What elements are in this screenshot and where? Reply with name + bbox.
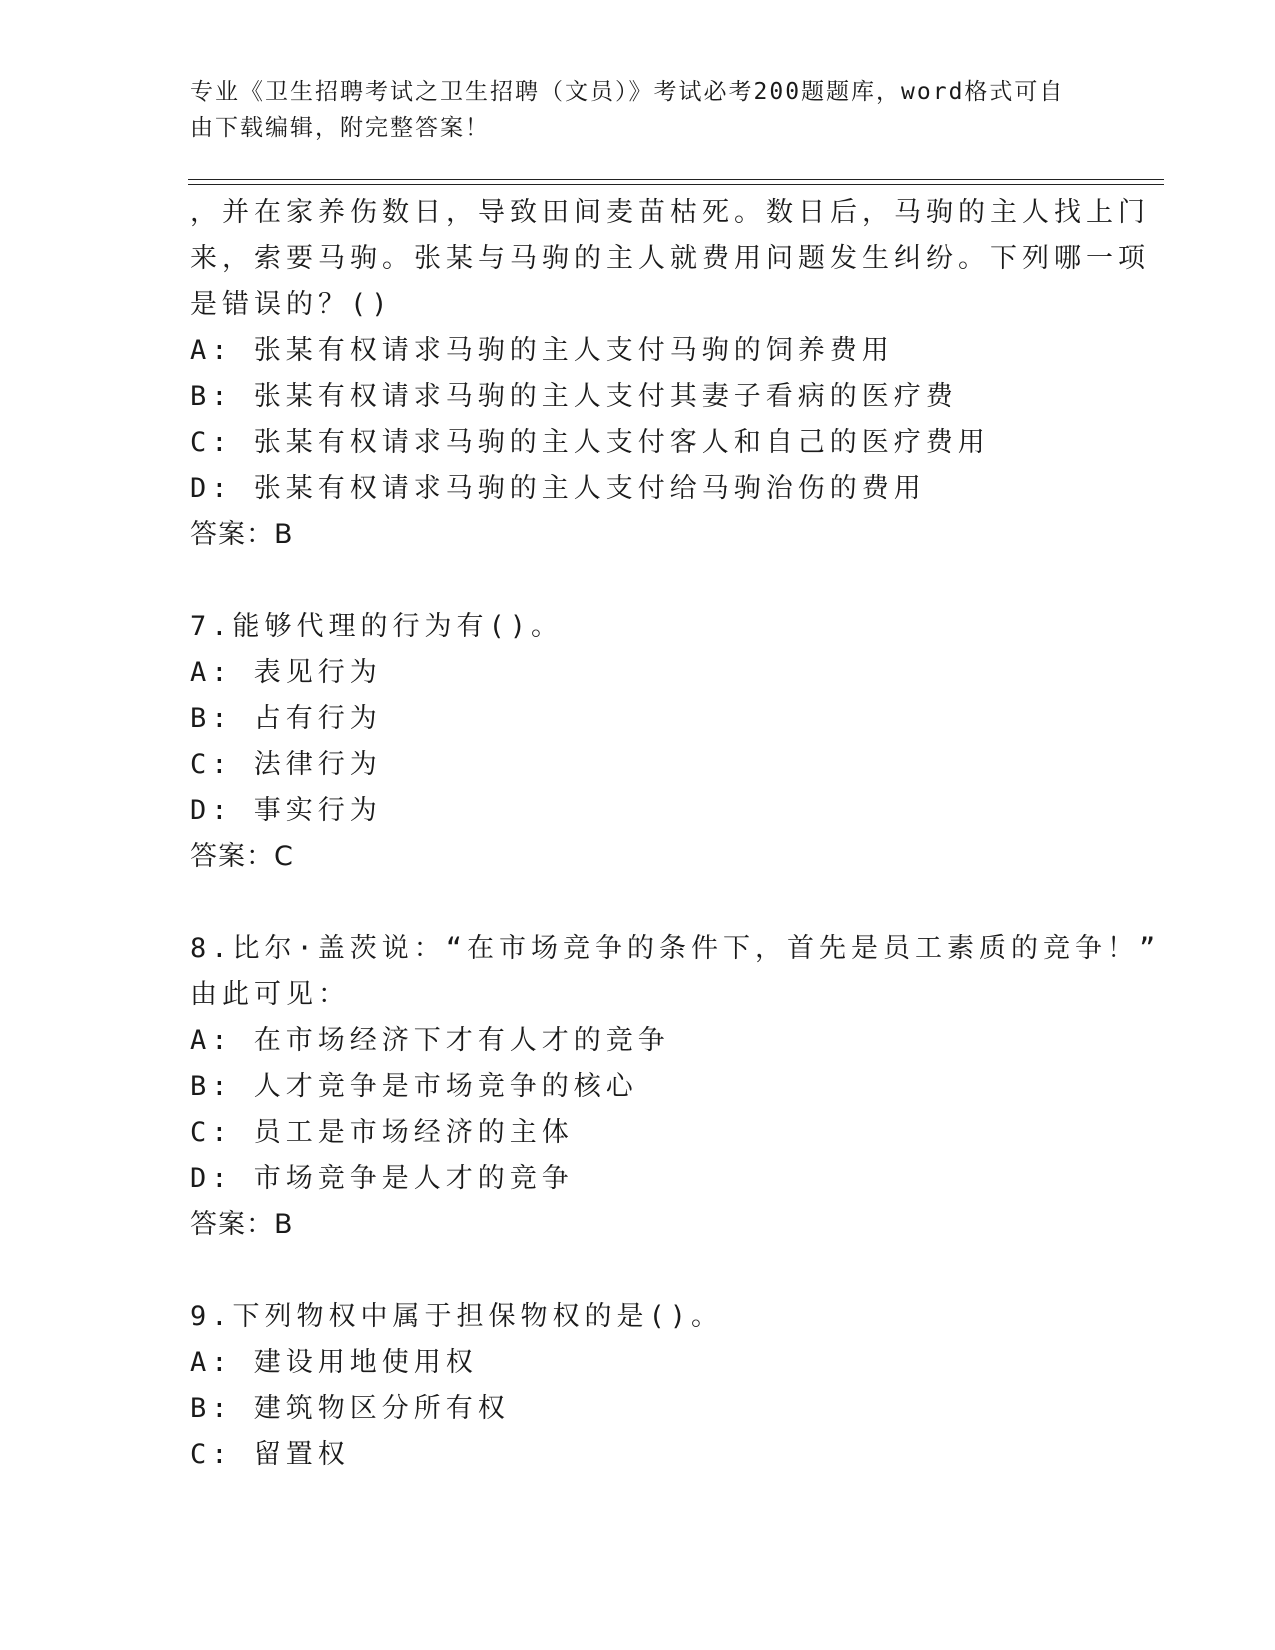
document-header — [190, 74, 1090, 146]
header-divider-top — [188, 179, 1164, 180]
question-stem: 是错误的？() — [190, 289, 393, 320]
header-line-2: 由下载编辑，附完整答案！ — [190, 115, 490, 141]
option-a: A: 表见行为 — [190, 657, 382, 688]
option-c: C: 法律行为 — [190, 749, 382, 780]
option-c: C: 留置权 — [190, 1439, 350, 1470]
answer-line: 答案：C — [190, 841, 294, 872]
spacer — [190, 880, 1090, 926]
answer-line: 答案：B — [190, 1209, 294, 1240]
option-d: D: 张某有权请求马驹的主人支付给马驹治伤的费用 — [190, 473, 926, 504]
option-b: B: 占有行为 — [190, 703, 382, 734]
option-b: B: 人才竞争是市场竞争的核心 — [190, 1071, 638, 1102]
option-d: D: 市场竞争是人才的竞争 — [190, 1163, 574, 1194]
header-line-1: 专业《卫生招聘考试之卫生招聘（文员）》考试必考200题题库，word格式可自 — [190, 79, 1065, 105]
option-a: A: 在市场经济下才有人才的竞争 — [190, 1025, 670, 1056]
spacer — [190, 1248, 1090, 1294]
question-7 — [190, 604, 1090, 880]
question-stem: 8.比尔·盖茨说：“在市场竞争的条件下，首先是员工素质的竞争！” — [190, 933, 1161, 964]
question-stem: 7.能够代理的行为有()。 — [190, 611, 564, 642]
header-divider-bottom — [188, 184, 1164, 185]
question-9 — [190, 1294, 1090, 1478]
question-stem: ，并在家养伤数日，导致田间麦苗枯死。数日后，马驹的主人找上门 — [190, 197, 1150, 228]
question-stem: 9.下列物权中属于担保物权的是()。 — [190, 1301, 724, 1332]
question-8 — [190, 926, 1161, 1248]
question-6 — [190, 190, 1150, 558]
option-b: B: 张某有权请求马驹的主人支付其妻子看病的医疗费 — [190, 381, 958, 412]
option-d: D: 事实行为 — [190, 795, 382, 826]
option-c: C: 员工是市场经济的主体 — [190, 1117, 574, 1148]
option-a: A: 张某有权请求马驹的主人支付马驹的饲养费用 — [190, 335, 894, 366]
document-body — [190, 190, 1161, 1478]
option-a: A: 建设用地使用权 — [190, 1347, 478, 1378]
question-stem: 来，索要马驹。张某与马驹的主人就费用问题发生纠纷。下列哪一项 — [190, 243, 1150, 274]
spacer — [190, 558, 1090, 604]
answer-line: 答案：B — [190, 519, 294, 550]
option-c: C: 张某有权请求马驹的主人支付客人和自己的医疗费用 — [190, 427, 990, 458]
question-stem: 由此可见： — [190, 979, 350, 1010]
option-b: B: 建筑物区分所有权 — [190, 1393, 510, 1424]
